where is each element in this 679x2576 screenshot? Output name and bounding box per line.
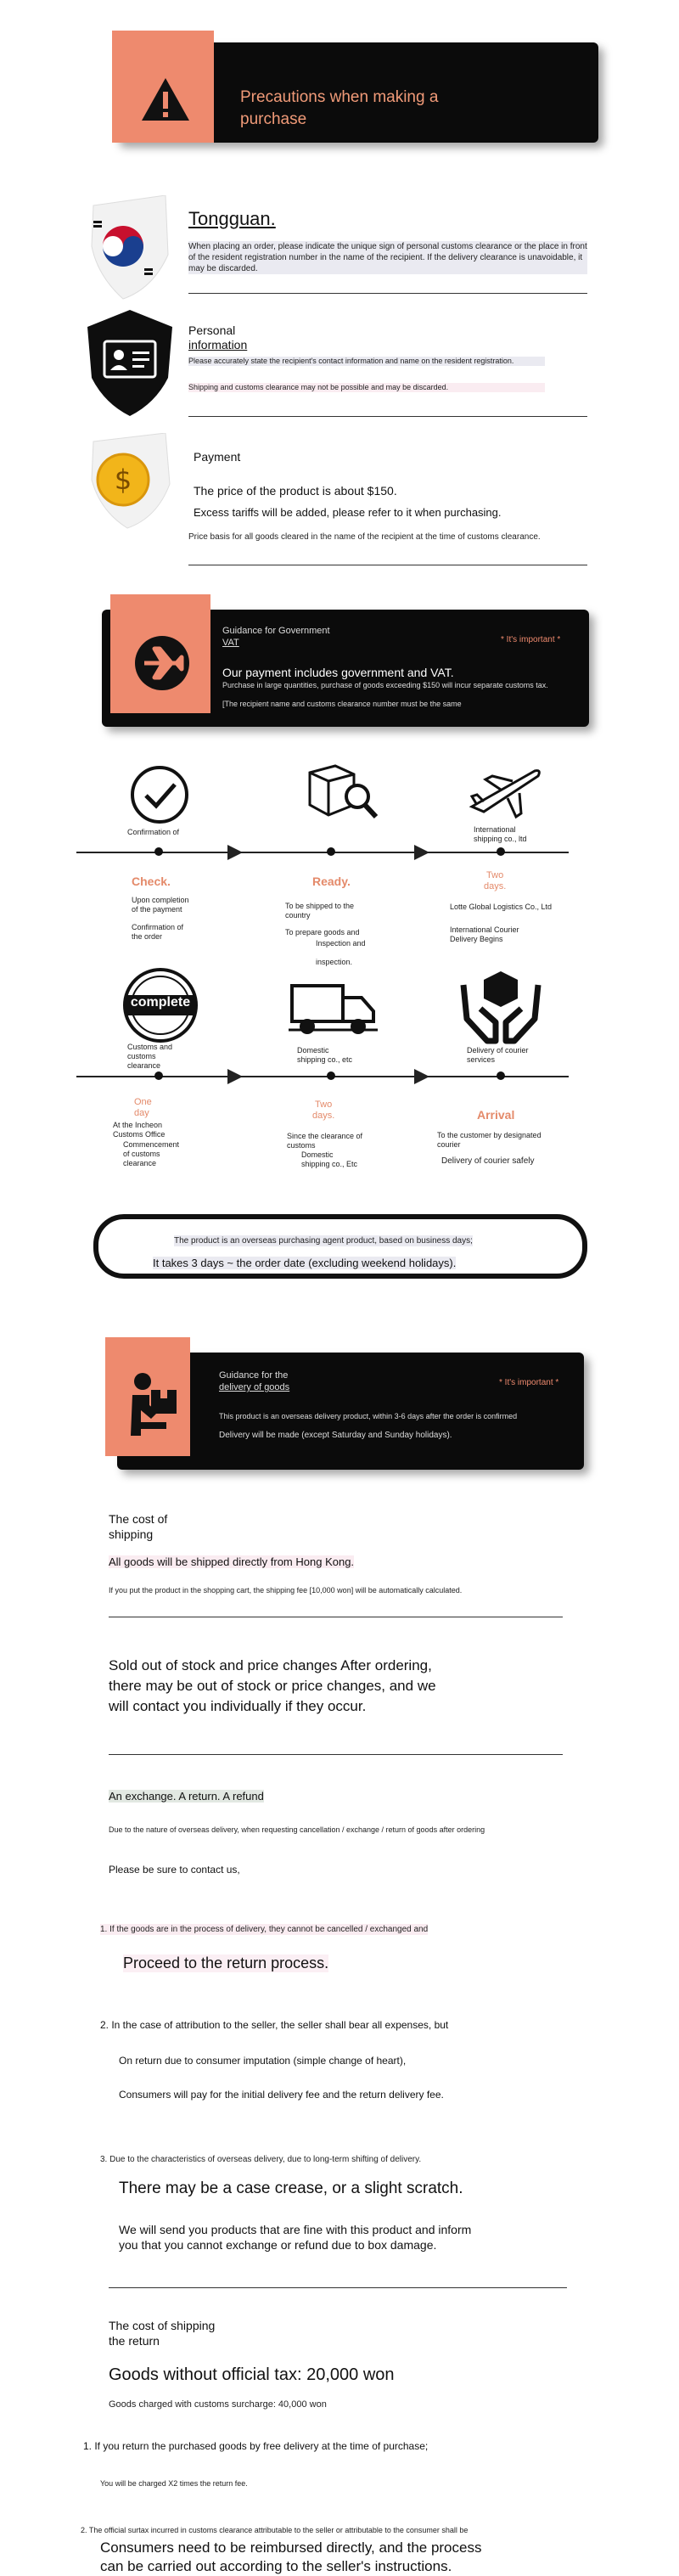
header-title <box>240 87 438 131</box>
row2-step2-title <box>312 1100 334 1122</box>
exchange-item2: 2. In the case of attribution to the seller, the seller shall bear all expenses, but <box>100 2019 449 2031</box>
timeline-dot <box>327 847 335 856</box>
divider <box>109 2287 567 2288</box>
complete-stamp-text: complete <box>130 995 191 1010</box>
row2-step3-title: Arrival <box>477 1108 515 1122</box>
personal-text2: Shipping and customs clearance may not be possible and may be discarded. <box>188 383 545 392</box>
shipping-line2: If you put the product in the shopping cart, the shipping fee [10,000 won] will be automatically calculated. <box>109 1586 463 1595</box>
notice-line1: The product is an overseas purchasing agent product, based on business days; <box>174 1236 473 1246</box>
step3-top-label: International shipping co., ltd <box>474 825 527 843</box>
tongguan-title: Tongguan. <box>188 208 276 229</box>
row2-step2-top-label: Domestic shipping co., etc <box>297 1046 353 1064</box>
step1-desc1: Upon completion of the payment <box>132 896 189 914</box>
row2-step2-desc1: Since the clearance of customs <box>287 1132 363 1150</box>
row2-step1-title: One day <box>134 1097 152 1118</box>
gov-heading <box>222 625 330 649</box>
sold-out-line1: Sold out of stock and price changes After ordering, <box>109 1657 432 1673</box>
box-magnifier-icon <box>301 762 386 822</box>
personal-text1: Please accurately state the recipient's contact information and name on the resident registration. <box>188 357 545 366</box>
shipping-title-line1: The cost of <box>109 1512 168 1526</box>
gov-sub1: Purchase in large quantities, purchase of goods exceeding $150 will incur separate customs tax. <box>222 681 548 689</box>
delivery-line1: This product is an overseas delivery product, within 3-6 days after the order is confirmed <box>219 1412 518 1420</box>
row2-step2-desc2: Domestic shipping co., Etc <box>301 1150 358 1168</box>
row2-step1-top-label: Customs and customs clearance <box>127 1043 173 1070</box>
delivery-person-icon <box>124 1371 183 1439</box>
delivery-card <box>117 1353 584 1470</box>
row2-step1-desc2: Commencement of customs clearance <box>123 1140 180 1167</box>
truck-icon <box>289 981 378 1040</box>
payment-title: Payment <box>194 450 241 464</box>
return-cost-title <box>109 2318 215 2348</box>
return-sub: Goods charged with customs surcharge: 40,000 won <box>109 2399 327 2410</box>
timeline-dot <box>154 1071 163 1080</box>
return-title-line2: the return <box>109 2334 160 2348</box>
step3-desc2: International Courier Delivery Begins <box>450 925 519 943</box>
header-title-line1: Precautions when making a <box>240 88 439 106</box>
checkmark-icon <box>129 764 190 825</box>
exchange-item3-text <box>119 2222 471 2253</box>
payment-line1: The price of the product is about $150. <box>194 484 397 498</box>
step3-title-line1: Two <box>486 870 504 880</box>
timeline-dot <box>497 847 505 856</box>
personal-title-line1: Personal <box>188 323 236 337</box>
exchange-title: An exchange. A return. A refund <box>109 1790 264 1803</box>
divider <box>188 293 587 294</box>
delivery-important: * It's important * <box>499 1378 559 1387</box>
timeline-dot <box>327 1071 335 1080</box>
airplane-icon <box>134 635 190 691</box>
delivery-heading-line2: delivery of goods <box>219 1382 290 1392</box>
delivery-heading-line1: Guidance for the <box>219 1370 289 1381</box>
divider <box>109 1754 563 1755</box>
timeline-dot <box>497 1071 505 1080</box>
step3-title <box>484 870 506 892</box>
header-title-line2: purchase <box>240 110 307 128</box>
return-title-line1: The cost of shipping <box>109 2319 216 2332</box>
sold-out-text <box>109 1656 436 1717</box>
return-final1: Consumers need to be reimbursed directly, and the process <box>100 2539 482 2556</box>
dollar-coin-shield-icon <box>85 433 174 531</box>
timeline-arrow <box>227 845 243 860</box>
row2-step1-desc1: At the Incheon Customs Office <box>113 1121 166 1139</box>
exchange-item2-a: On return due to consumer imputation (simple change of heart), <box>119 2055 407 2067</box>
korea-flag-shield-icon <box>85 195 174 301</box>
svg-text:$: $ <box>114 464 132 496</box>
step1-desc2: Confirmation of the order <box>132 923 184 941</box>
step2-desc4: inspection. <box>316 958 353 966</box>
row2-step2-title-line1: Two <box>315 1100 333 1110</box>
gov-sub2: [The recipient name and customs clearance number must be the same <box>222 700 462 708</box>
gov-vat-card <box>102 610 589 727</box>
row2-step3-desc2: Delivery of courier safely <box>441 1156 535 1166</box>
gov-main: Our payment includes government and VAT. <box>222 666 454 679</box>
exchange-item3-b: you that you cannot exchange or refund due to box damage. <box>119 2238 437 2252</box>
timeline-arrow <box>414 1069 429 1084</box>
exchange-line1: Due to the nature of overseas delivery, when requesting cancellation / exchange / return of goods after ordering <box>109 1825 485 1834</box>
exchange-item3-a: We will send you products that are fine with this product and inform <box>119 2223 472 2236</box>
timeline-dot <box>154 847 163 856</box>
return-big: Goods without official tax: 20,000 won <box>109 2365 395 2384</box>
step1-title: Check. <box>132 875 171 888</box>
exchange-item1-big: Proceed to the return process. <box>123 1954 329 1971</box>
exchange-item3-big: There may be a case crease, or a slight scratch. <box>119 2179 463 2197</box>
shipping-line1: All goods will be shipped directly from Hong Kong. <box>109 1555 355 1568</box>
sold-out-line2: there may be out of stock or price changes, and we <box>109 1678 436 1694</box>
row2-step2-title-line2: days. <box>312 1111 335 1121</box>
return-item2: 2. The official surtax incurred in customs clearance attributable to the seller or attributable to the consumer shall be <box>81 2526 469 2534</box>
timeline-arrow <box>227 1069 243 1084</box>
delivery-line2: Delivery will be made (except Saturday and Sunday holidays). <box>219 1431 452 1440</box>
warning-icon <box>140 76 191 123</box>
exchange-item3: 3. Due to the characteristics of overseas delivery, due to long-term shifting of delivery. <box>100 2155 422 2164</box>
notice-line2: It takes 3 days ~ the order date (excluding weekend holidays). <box>153 1257 457 1269</box>
divider <box>188 416 587 417</box>
exchange-line2: Please be sure to contact us, <box>109 1864 240 1876</box>
exchange-item2-b: Consumers will pay for the initial delivery fee and the return delivery fee. <box>119 2089 444 2101</box>
id-card-shield-icon <box>83 306 177 420</box>
step2-desc2: To prepare goods and <box>285 928 360 936</box>
timeline-1 <box>76 852 569 853</box>
timeline-2 <box>76 1076 569 1077</box>
gov-heading-line2: VAT <box>222 638 239 648</box>
hands-box-icon <box>458 968 543 1044</box>
delivery-heading <box>219 1370 289 1393</box>
personal-title-line2: information <box>188 338 248 352</box>
row2-step3-top-label: Delivery of courier services <box>467 1046 529 1064</box>
header-banner <box>115 42 598 143</box>
payment-line3: Price basis for all goods cleared in the name of the recipient at the time of customs clearance. <box>188 532 541 542</box>
personal-title <box>188 323 247 352</box>
return-item1-sub: You will be charged X2 times the return fee. <box>100 2479 248 2488</box>
step3-title-line2: days. <box>484 881 507 891</box>
return-final <box>100 2539 609 2576</box>
payment-line2: Excess tariffs will be added, please refer to it when purchasing. <box>194 506 502 519</box>
step1-top-label: Confirmation of <box>127 828 180 836</box>
row2-step3-desc1: To the customer by designated courier <box>437 1131 542 1149</box>
gov-important: * It's important * <box>501 635 561 644</box>
return-final2: can be carried out according to the seller's instructions. <box>100 2558 452 2574</box>
step3-desc1: Lotte Global Logistics Co., Ltd <box>450 903 553 911</box>
step2-title: Ready. <box>312 875 351 888</box>
airplane-outline-icon <box>467 762 543 822</box>
exchange-item1: 1. If the goods are in the process of delivery, they cannot be cancelled / exchanged and <box>100 1925 429 1934</box>
gov-heading-line1: Guidance for Government <box>222 626 330 636</box>
shipping-title-line2: shipping <box>109 1527 154 1541</box>
return-item1: 1. If you return the purchased goods by free delivery at the time of purchase; <box>83 2440 429 2452</box>
sold-out-line3: will contact you individually if they occur. <box>109 1698 367 1714</box>
step2-desc3: Inspection and <box>316 939 366 948</box>
timeline-arrow <box>414 845 429 860</box>
shipping-cost-title <box>109 1511 167 1542</box>
step2-desc1: To be shipped to the country <box>285 902 355 920</box>
tongguan-text: When placing an order, please indicate the unique sign of personal customs clearance or the place in front of the resident registration number in the name of the recipient. If the delivery clearance is unavoidable, it may be discarded. <box>188 242 587 273</box>
